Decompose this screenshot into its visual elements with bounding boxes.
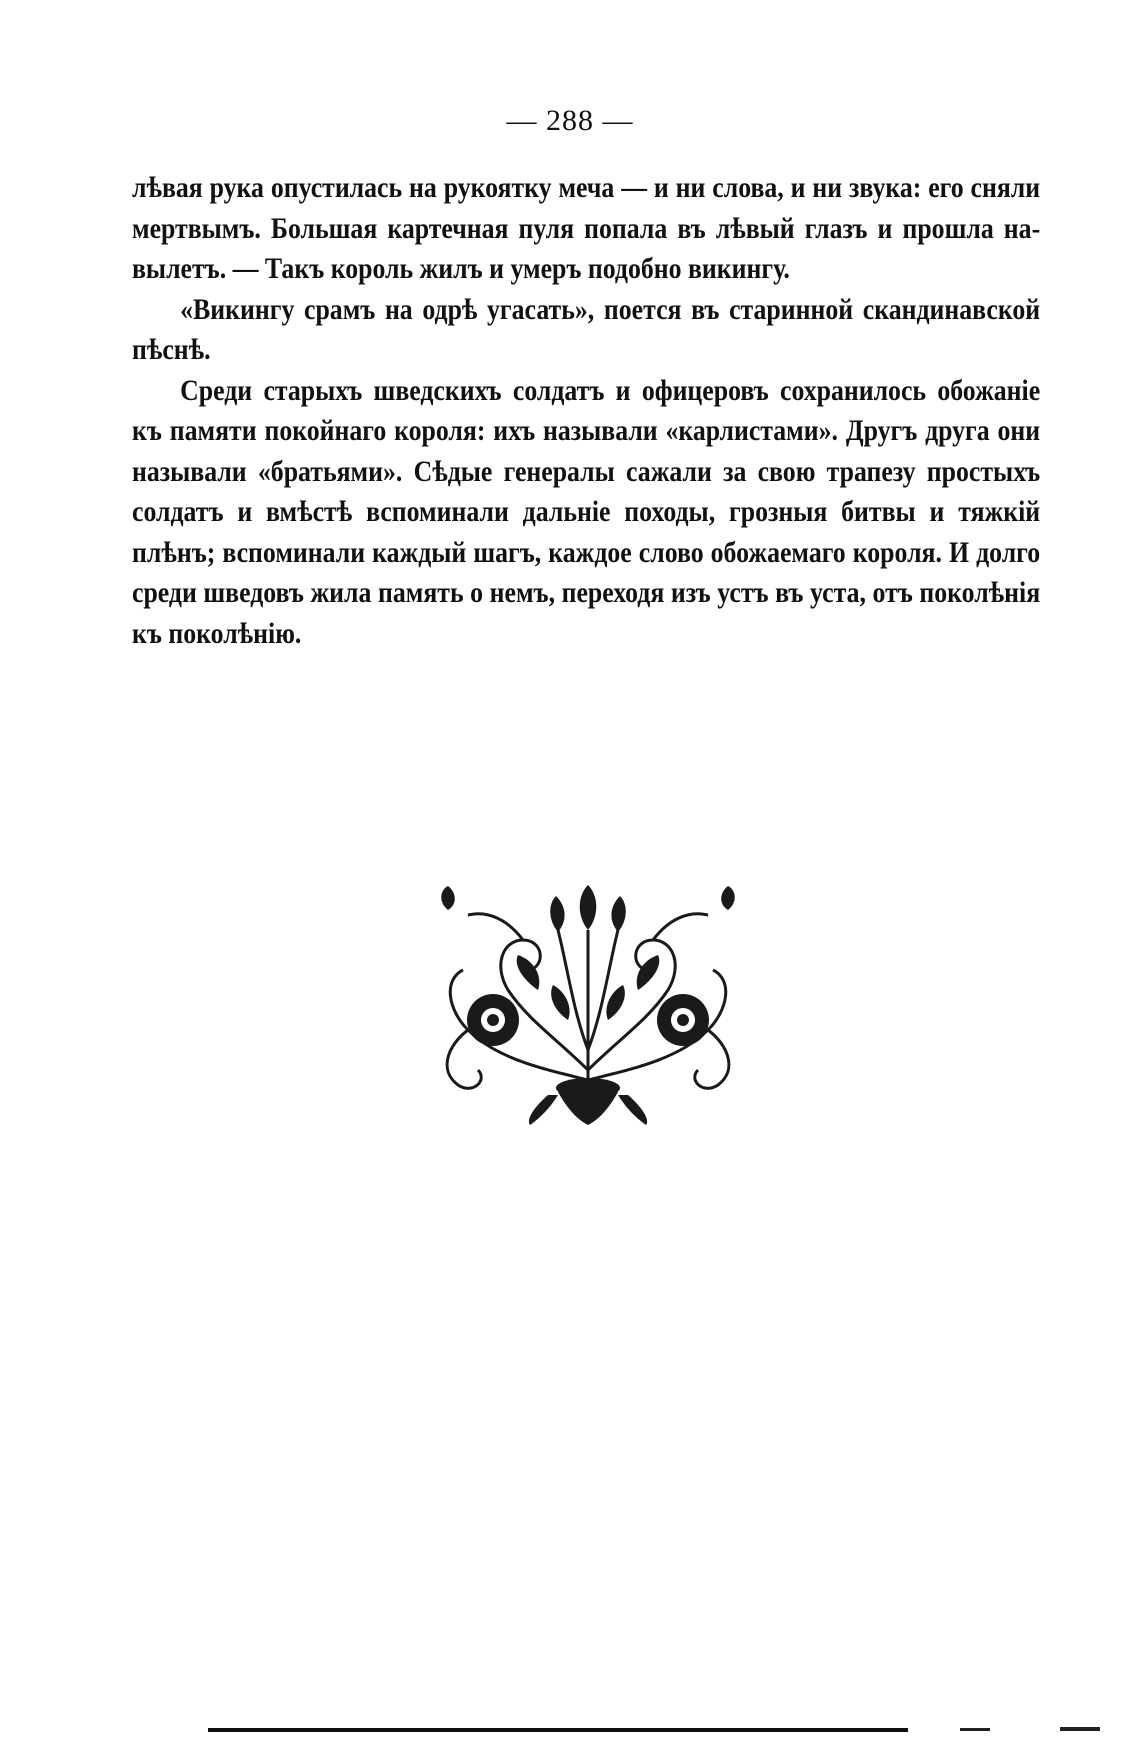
paragraph-1: лѣвая рука опустилась на рукоятку меча — и ни слова, и ни звука: его сняли мертвымъ. Большая картечная пуля попала въ лѣвый глазъ и прошла на-вылетъ. — Такъ король жилъ и умеръ подобно викингу. xyxy=(132,171,1041,285)
bottom-rule-fragment xyxy=(960,1728,990,1731)
bottom-rule xyxy=(208,1728,908,1732)
paragraph-2: «Викингу срамъ на одрѣ угасать», поется въ старинной скандинавской пѣснѣ. xyxy=(132,292,1041,366)
paragraph-3: Среди старыхъ шведскихъ солдатъ и офицеровъ сохранилось обожаніе къ памяти покойнаго короля: ихъ называли «карлистами». Другъ друга они называли «братьями». Сѣдые генералы сажали за свою трапезу простыхъ солдатъ и вмѣстѣ вспоминали дальніе походы, грозныя битвы и тяжкій плѣнъ; вспоминали каждый шагъ, каждое слово обожаемаго короля. И долго среди шведовъ жила память о немъ, переходя изъ устъ въ уста, отъ поколѣнія къ поколѣнію. xyxy=(132,373,1041,650)
floral-vignette-icon xyxy=(408,870,768,1130)
bottom-rule-fragment xyxy=(1060,1727,1100,1731)
page-number: — 288 — xyxy=(506,104,634,137)
body-text xyxy=(132,168,1040,654)
